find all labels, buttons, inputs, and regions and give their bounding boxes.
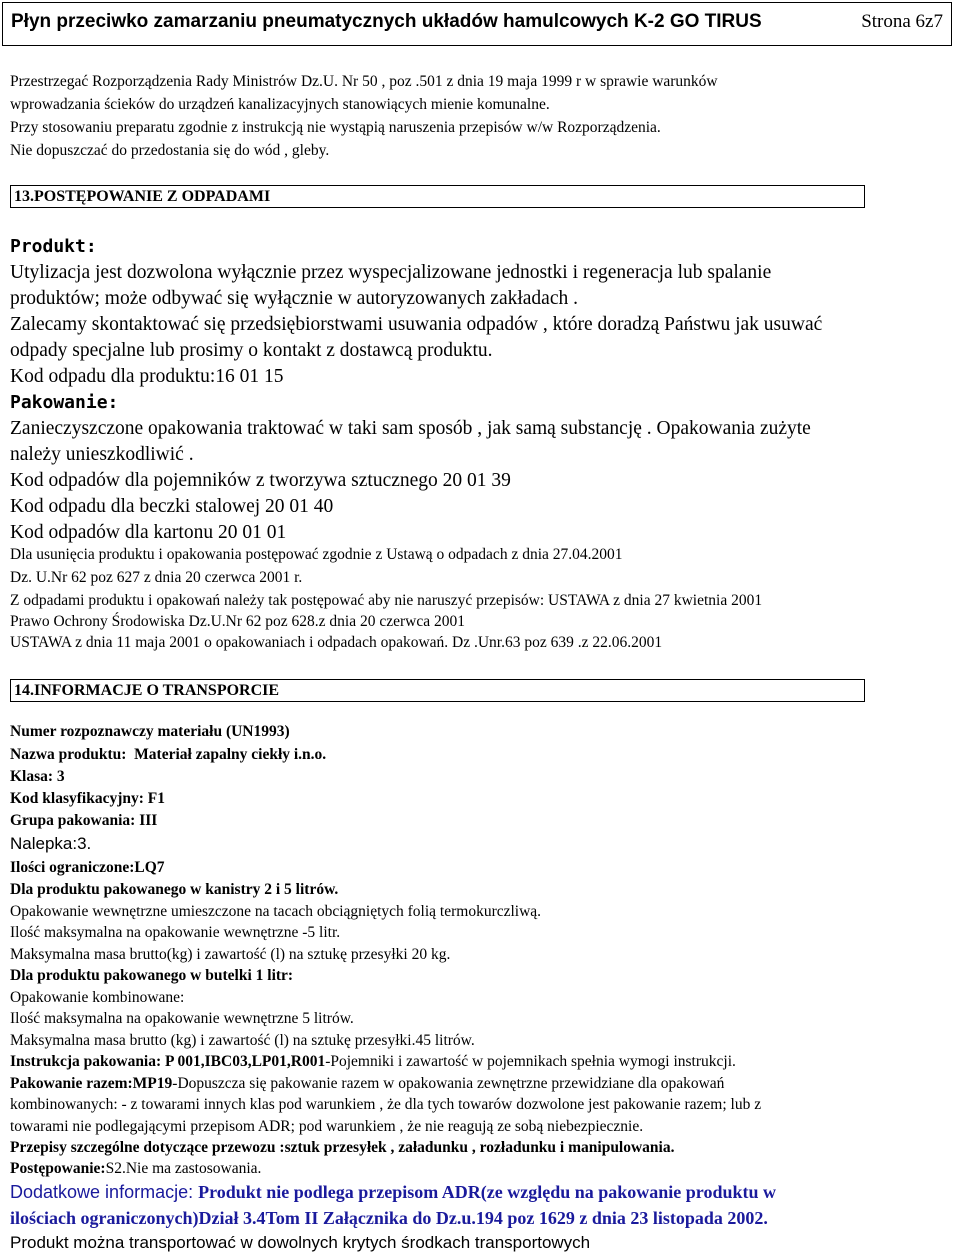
special-provisions: Przepisy szczególne dotyczące przewozu :sztuk przesyłek , załadunku , rozładunku i manipulowania. xyxy=(10,1139,675,1156)
bottle-heading: Dla produktu pakowanego w butelki 1 litr: xyxy=(10,967,294,984)
section-14-header xyxy=(10,679,865,702)
packaging-label: Pakowanie: xyxy=(10,392,119,413)
un-number: Numer rozpoznawczy materiału (UN1993) xyxy=(10,723,290,740)
canister-line-2: Ilość maksymalna na opakowanie wewnętrzne -5 litr. xyxy=(10,924,341,941)
packaging-line-2: należy unieszkodliwić . xyxy=(10,444,194,465)
document-title: Płyn przeciwko zamarzaniu pneumatycznych układów hamulcowych K-2 GO TIRUS xyxy=(11,11,762,32)
legal-line-3: Z odpadami produktu i opakowań należy tak postępować aby nie naruszyć przepisów: USTAWA z dnia 27 kwietnia 2001 xyxy=(10,592,763,609)
legal-line-4: Prawo Ochrony Środowiska Dz.U.Nr 62 poz 628.z dnia 20 czerwca 2001 xyxy=(10,613,465,630)
mixed-packing-text-1: -Dopuszcza się pakowanie razem w opakowania zewnętrzne przewidziane dla opakowań xyxy=(172,1075,725,1092)
s12-line-3: Przy stosowaniu preparatu zgodnie z instrukcją nie wystąpią naruszenia przepisów w/w Rozporządzenia. xyxy=(10,119,661,136)
mixed-packing-2: kombinowanych: - z towarami innych klas pod warunkiem , że dla tych towarów dozwolone jest pakowanie razem; lub z xyxy=(10,1096,762,1113)
transport-class: Klasa: 3 xyxy=(10,768,65,785)
canister-line-3: Maksymalna masa brutto(kg) i zawartość (l) na sztukę przesyłki 20 kg. xyxy=(10,946,451,963)
section-13-title: 13.POSTĘPOWANIE Z ODPADAMI xyxy=(14,188,271,205)
hazard-label: Nalepka:3. xyxy=(10,834,92,853)
s12-line-1: Przestrzegać Rozporządzenia Rady Ministrów Dz.U. Nr 50 , poz .501 z dnia 19 maja 1999 r w sprawie warunków xyxy=(10,73,718,90)
procedure-label: Postępowanie: xyxy=(10,1160,106,1177)
canister-line-1: Opakowanie wewnętrzne umieszczone na tacach obciągniętych folią termokurczliwą. xyxy=(10,903,542,920)
legal-line-5: USTAWA z dnia 11 maja 2001 o opakowaniach i odpadach opakowań. Dz .Unr.63 poz 639 .z 22.06.2001 xyxy=(10,634,663,651)
procedure xyxy=(10,1160,261,1178)
product-name-value: Materiał zapalny ciekły i.n.o. xyxy=(134,746,327,763)
bottle-line-3: Maksymalna masa brutto (kg) i zawartość (l) na sztukę przesyłki.45 litrów. xyxy=(10,1032,475,1049)
legal-line-1: Dla usunięcia produktu i opakowania postępować zgodnie z Ustawą o odpadach z dnia 27.04.2001 xyxy=(10,546,623,563)
section-14-title: 14.INFORMACJE O TRANSPORCIE xyxy=(14,682,280,699)
section-13-header xyxy=(10,185,865,208)
product-name xyxy=(10,746,326,764)
packing-group: Grupa pakowania: III xyxy=(10,812,158,829)
s12-line-4: Nie dopuszczać do przedostania się do wód , gleby. xyxy=(10,142,330,159)
waste-code-product: Kod odpadu dla produktu:16 01 15 xyxy=(10,366,284,387)
additional-info-label: Dodatkowe informacje: xyxy=(10,1182,199,1202)
limited-quantities: Ilości ograniczone:LQ7 xyxy=(10,859,165,876)
product-name-label: Nazwa produktu: xyxy=(10,746,127,763)
additional-info-2: ilościach ograniczonych)Dział 3.4Tom II Załącznika do Dz.u.194 poz 1629 z dnia 23 listopada 2002. xyxy=(10,1208,768,1228)
s12-line-2: wprowadzania ścieków do urządzeń kanalizacyjnych stanowiących mienie komunalne. xyxy=(10,96,550,113)
classification-code: Kod klasyfikacyjny: F1 xyxy=(10,790,166,807)
packing-instruction xyxy=(10,1053,736,1071)
product-label: Produkt: xyxy=(10,236,97,257)
transport-note: Produkt można transportować w dowolnych krytych środkach transportowych xyxy=(10,1233,591,1252)
bottle-line-2: Ilość maksymalna na opakowanie wewnętrzne 5 litrów. xyxy=(10,1010,354,1027)
packaging-line-1: Zanieczyszczone opakowania traktować w taki sam sposób , jak samą substancję . Opakowania zużyte xyxy=(10,418,811,439)
procedure-text: S2.Nie ma zastosowania. xyxy=(105,1160,262,1177)
canister-heading: Dla produktu pakowanego w kanistry 2 i 5 litrów. xyxy=(10,881,339,898)
legal-line-2: Dz. U.Nr 62 poz 627 z dnia 20 czerwca 2001 r. xyxy=(10,569,303,586)
waste-code-carton: Kod odpadów dla kartonu 20 01 01 xyxy=(10,522,287,543)
mixed-packing-1 xyxy=(10,1075,724,1093)
page-number: Strona 6z7 xyxy=(861,11,943,32)
product-line-3: Zalecamy skontaktować się przedsiębiorstwami usuwania odpadów , które doradzą Państwu jak usuwać xyxy=(10,314,823,335)
bottle-line-1: Opakowanie kombinowane: xyxy=(10,989,185,1006)
product-line-2: produktów; może odbywać się wyłącznie w autoryzowanych zakładach . xyxy=(10,288,578,309)
packing-instruction-text: -Pojemniki i zawartość w pojemnikach spełnia wymogi instrukcji. xyxy=(325,1053,736,1070)
packing-instruction-label: Instrukcja pakowania: P 001,IBC03,LP01,R001 xyxy=(10,1053,326,1070)
mixed-packing-3: towarami nie podlegającymi przepisom ADR; pod warunkiem , że nie reagują ze sobą niebezpiecznie. xyxy=(10,1118,644,1135)
additional-info-bold-1: Produkt nie podlega przepisom ADR(ze względu na pakowanie produktu w xyxy=(198,1182,777,1202)
waste-code-steel: Kod odpadu dla beczki stalowej 20 01 40 xyxy=(10,496,334,517)
header-box xyxy=(2,2,952,46)
waste-code-plastic: Kod odpadów dla pojemników z tworzywa sztucznego 20 01 39 xyxy=(10,470,511,491)
product-line-4: odpady specjalne lub prosimy o kontakt z dostawcą produktu. xyxy=(10,340,493,361)
additional-info-1 xyxy=(10,1182,776,1203)
mixed-packing-label: Pakowanie razem:MP19 xyxy=(10,1075,173,1092)
product-line-1: Utylizacja jest dozwolona wyłącznie przez wyspecjalizowane jednostki i regeneracja lub spalanie xyxy=(10,262,772,283)
